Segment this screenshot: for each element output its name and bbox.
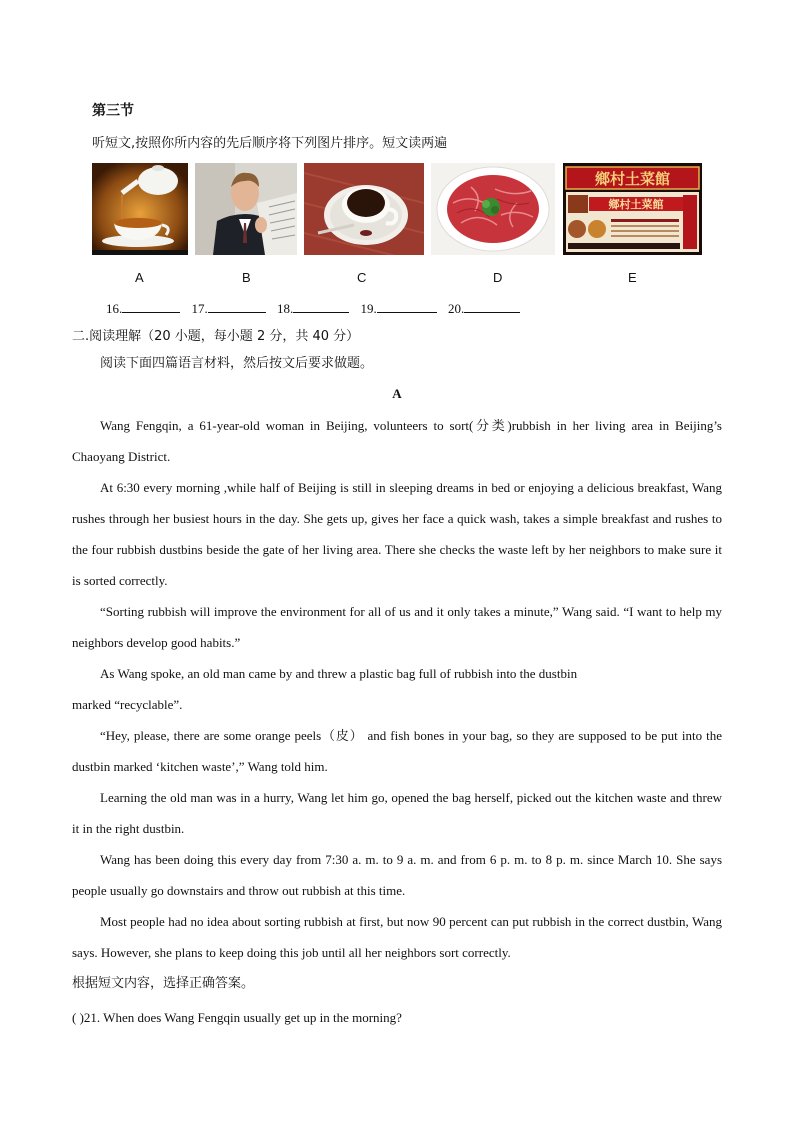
picture-d — [431, 163, 555, 255]
blank-label: 20. — [448, 301, 465, 316]
question-21: ( )21. When does Wang Fengqin usually get up in the morning? — [72, 1010, 402, 1025]
listening-instruction: 听短文,按照你所内容的先后顺序将下列图片排序。短文读两遍 — [92, 136, 448, 151]
blank-label: 19. — [360, 301, 377, 316]
question-instruction: 根据短文内容，选择正确答案。 — [72, 976, 255, 991]
picture-label-e: E — [628, 270, 637, 285]
part2-instruction: 阅读下面四篇语言材料，然后按文后要求做题。 — [100, 356, 374, 371]
part2-heading: 二.阅读理解（20 小题，每小题 2 分，共 40 分） — [72, 329, 360, 344]
picture-e — [563, 163, 702, 255]
passage-label: A — [392, 386, 402, 401]
picture-label-c: C — [357, 270, 367, 285]
answer-blanks — [106, 300, 526, 317]
picture-b — [195, 163, 297, 255]
paragraph: Most people had no idea about sorting rubbish at first, but now 90 percent can put rubbish in the correct dustbin, Wang says. However, she plans to keep doing this job until all her neighbors sort correctly. — [72, 914, 722, 960]
sign-text-middle: 鄉村土菜館 — [608, 198, 664, 211]
paragraph: marked “recyclable”. — [72, 697, 183, 712]
teapot-pouring-icon — [92, 163, 188, 255]
paragraph: Wang Fengqin, a 61-year-old woman in Beijing, volunteers to sort(分类)rubbish in her living area in Beijing’s Chaoyang District. — [72, 418, 722, 464]
blank-label: 17. — [191, 301, 208, 316]
paragraph: As Wang spoke, an old man came by and threw a plastic bag full of rubbish into the dustbin — [100, 666, 578, 681]
sign-text-top: 鄉村土菜館 — [594, 170, 671, 188]
picture-label-d: D — [493, 270, 503, 285]
paragraph: Learning the old man was in a hurry, Wang let him go, opened the bag herself, picked out the kitchen waste and threw it in the right dustbin. — [72, 790, 722, 836]
answer-blank[interactable] — [208, 300, 266, 313]
picture-label-b: B — [242, 270, 251, 285]
picture-a — [92, 163, 188, 255]
coffee-cup-icon — [304, 163, 424, 255]
answer-blank[interactable] — [122, 300, 180, 313]
answer-blank[interactable] — [377, 300, 437, 313]
answer-blank[interactable] — [464, 300, 520, 313]
paragraph: “Hey, please, there are some orange peels（皮） and fish bones in your bag, so they are supposed to be put into the dustbin marked ‘kitchen waste’,” Wang told him. — [72, 728, 722, 774]
paragraph: “Sorting rubbish will improve the environment for all of us and it only takes a minute,” Wang said. “I want to help my neighbors develop good habits.” — [72, 604, 722, 650]
restaurant-sign-icon — [563, 163, 702, 255]
picture-c — [304, 163, 424, 255]
paragraph: At 6:30 every morning ,while half of Beijing is still in sleeping dreams in bed or enjoying a delicious breakfast, Wang rushes through her busiest hours in the day. She gets up, gives her face a quick wash, takes a simple breakfast and rushes to the four rubbish dustbins beside the gate of her living area. There she checks the waste left by her neighbors to make sure it is sorted correctly. — [72, 480, 722, 588]
sliced-meat-plate-icon — [431, 163, 555, 255]
blank-label: 18. — [277, 301, 294, 316]
man-reading-newspaper-icon — [195, 163, 297, 255]
passage-body — [72, 410, 722, 999]
answer-blank[interactable] — [293, 300, 349, 313]
section-title: 第三节 — [92, 103, 134, 119]
paragraph: Wang has been doing this every day from 7:30 a. m. to 9 a. m. and from 6 p. m. to 8 p. m. since March 10. She says people usually go downstairs and throw out rubbish at this time. — [72, 852, 722, 898]
picture-label-a: A — [135, 270, 144, 285]
blank-label: 16. — [106, 301, 123, 316]
